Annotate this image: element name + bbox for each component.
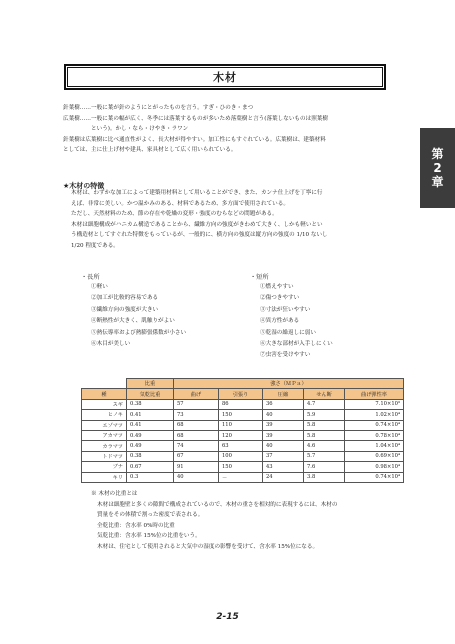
note-line: 木材は細胞壁と多くの隙間で構成されているので、木材の重さを相対的に表現するには、木材の	[97, 501, 338, 508]
page-number: 2-15	[216, 612, 239, 622]
intro-line: としては、主に仕上げ材や建具、家具材として広く用いられている。	[63, 147, 237, 154]
cons-heading: ・短所	[250, 274, 269, 281]
table-cell: 0.69×10⁴	[345, 451, 404, 461]
features-text	[71, 188, 403, 252]
chapter-tab-line: 第	[431, 147, 444, 161]
note-line: 気乾比重：含水率 15%位の比重をいう。	[97, 533, 201, 540]
table-body	[82, 399, 404, 482]
table-row	[82, 430, 404, 440]
table-row	[82, 472, 404, 482]
table-header: 気乾比重	[127, 389, 174, 399]
table-empty-cell	[82, 379, 127, 389]
table-header: 引張り	[219, 389, 263, 399]
notes	[91, 489, 401, 553]
features-line: 1/20 程度である。	[71, 242, 119, 249]
table-cell: 37	[263, 451, 304, 461]
list-item: ⑦虫害を受けやすい	[260, 352, 311, 359]
table-cell: 67	[174, 451, 219, 461]
table-cell: 36	[263, 399, 304, 409]
table-cell: 5.8	[304, 430, 345, 440]
table-cell: 5.9	[304, 410, 345, 420]
table-cell: 39	[263, 430, 304, 440]
table-cell: 7.10×10³	[345, 399, 404, 409]
table-cell: エゾマツ	[82, 420, 127, 430]
table-group-header: 強さ（ＭＰａ）	[174, 379, 404, 389]
list-item: ①燃えやすい	[260, 284, 294, 290]
table-cell: ブナ	[82, 462, 127, 472]
table-cell: アカマツ	[82, 430, 127, 440]
table-cell: 40	[263, 410, 304, 420]
table-row	[82, 399, 404, 409]
table-cell: 0.49	[127, 441, 174, 451]
list-item: ④異方性がある	[260, 318, 300, 325]
table-cell: 74	[174, 441, 219, 451]
note-line: 質量をその体積で割った密度で表される。	[97, 512, 204, 519]
features-line: 木材は細胞構成がハニカム構造であることから、繊維方向の強度がきわめて大きく、しかも軽いとい	[71, 221, 323, 228]
table-row	[82, 441, 404, 451]
features-line: う構造材としてすぐれた特徴をもっているが、一般的に、横方向の強度は縦方向の強度の 1/10 ないし	[71, 232, 328, 239]
table-cell: 0.74×10⁴	[345, 420, 404, 430]
table-cell: スギ	[82, 399, 127, 409]
table-cell: 3.8	[304, 472, 345, 482]
chapter-tab	[420, 128, 455, 208]
table-cell: キリ	[82, 472, 127, 482]
table-cell: 0.38	[127, 399, 174, 409]
table-cell: カラマツ	[82, 441, 127, 451]
intro-line: という)。かし・なら・けやき・ラワン	[91, 126, 189, 133]
table-cell: 68	[174, 430, 219, 440]
table-row	[82, 410, 404, 420]
table-cell: 40	[174, 472, 219, 482]
list-item: ②加工が比較的容易である	[91, 295, 159, 302]
table-cell: 73	[174, 410, 219, 420]
intro-line: 広葉樹……一般に葉の幅が広く、冬季には落葉するものが多いため落葉樹と言う(落葉しないものは照葉樹	[63, 115, 328, 122]
table-cell: 5.7	[304, 451, 345, 461]
table-row	[82, 451, 404, 461]
table-header-row	[82, 389, 404, 399]
table-cell: 86	[219, 399, 263, 409]
table-header: 曲げ弾性率	[345, 389, 404, 399]
table-cell: 43	[263, 462, 304, 472]
pros-heading: ・長所	[81, 274, 100, 281]
table-cell: 0.78×10⁴	[345, 430, 404, 440]
table-cell: 0.41	[127, 420, 174, 430]
chapter-tab-line: 章	[431, 175, 444, 189]
table-cell: 4.7	[304, 399, 345, 409]
list-item: ②傷つきやすい	[260, 295, 300, 302]
table-cell: 0.41	[127, 410, 174, 420]
table-cell: 1.02×10⁴	[345, 410, 404, 420]
table-cell: 100	[219, 451, 263, 461]
list-item: ③繊維方向の強度が大きい	[91, 306, 159, 313]
features-line: えば、非常に美しい。かつ温かみのある、材料であるため、多方面で使用されている。	[71, 200, 289, 207]
table-cell: トドマツ	[82, 451, 127, 461]
table-row	[82, 462, 404, 472]
cons-list	[260, 282, 333, 362]
table-header: 種	[82, 389, 127, 399]
note-line: 全乾比重：含水率 0%時の比重	[97, 522, 175, 529]
table-cell: 120	[219, 430, 263, 440]
table-cell: ヒノキ	[82, 410, 127, 420]
table-cell: 7.6	[304, 462, 345, 472]
table-cell: 0.74×10⁴	[345, 472, 404, 482]
table-cell: 0.98×10⁴	[345, 462, 404, 472]
list-item: ①軽い	[91, 284, 108, 290]
table-cell: －	[219, 472, 263, 482]
table-cell: 0.67	[127, 462, 174, 472]
table-cell: 0.49	[127, 430, 174, 440]
table-cell: 57	[174, 399, 219, 409]
table-header: 圧縮	[263, 389, 304, 399]
table-group-header: 比重	[127, 379, 174, 389]
table-cell: 150	[219, 462, 263, 472]
table-cell: 39	[263, 420, 304, 430]
intro-line: 針葉樹は広葉樹に比べ通直性がよく、長大材が得やすい。加工性にもすぐれている。広葉樹は、建築材料	[63, 136, 326, 143]
note-line: 木材は、住宅として使用されると大気中の湿度の影響を受けて、含水率 15%位になる。	[97, 543, 319, 550]
list-item: ④断熱性が大きく、肌触りがよい	[91, 318, 175, 325]
features-line: 木材は、わずかな加工によって建築用材料として用いることができ、また、カンナ仕上げを丁寧に行	[71, 190, 323, 196]
features-heading: ★木材の特徴	[63, 182, 105, 190]
table-cell: 68	[174, 420, 219, 430]
intro-text	[63, 103, 403, 156]
table-cell: 1.04×10⁴	[345, 441, 404, 451]
chapter-tab-line: 2	[433, 161, 442, 175]
table-cell: 0.38	[127, 451, 174, 461]
list-item: ⑤熱伝導率および熱膨張係数が小さい	[91, 329, 187, 336]
table-cell: 150	[219, 410, 263, 420]
list-item: ⑤乾湿の繰返しに弱い	[260, 329, 316, 336]
table-cell: 4.6	[304, 441, 345, 451]
table-header: 曲げ	[174, 389, 219, 399]
pros-list	[91, 282, 186, 350]
list-item: ⑥木目が美しい	[91, 341, 131, 348]
table-group-row	[82, 379, 404, 389]
table-cell: 63	[219, 441, 263, 451]
table-cell: 0.3	[127, 472, 174, 482]
table-cell: 24	[263, 472, 304, 482]
table-row	[82, 420, 404, 430]
list-item: ③寸法が狂いやすい	[260, 306, 311, 313]
table-cell: 110	[219, 420, 263, 430]
page-title: 木材	[213, 71, 237, 84]
table-header: せん断	[304, 389, 345, 399]
title-box	[64, 64, 386, 90]
features-line: ただし、天然材料のため、節の存在や乾燥の変形・強度のむらなどの問題がある。	[71, 211, 278, 218]
list-item: ⑥大きな部材が入手しにくい	[260, 341, 333, 348]
note-heading: ※ 木材の比重とは	[91, 491, 138, 497]
table-cell: 5.8	[304, 420, 345, 430]
intro-line: 針葉樹……一般に葉が針のようにとがったものを言う。すぎ・ひのき・まつ	[63, 105, 254, 111]
table-cell: 91	[174, 462, 219, 472]
table-cell: 40	[263, 441, 304, 451]
wood-properties-table	[81, 378, 404, 483]
